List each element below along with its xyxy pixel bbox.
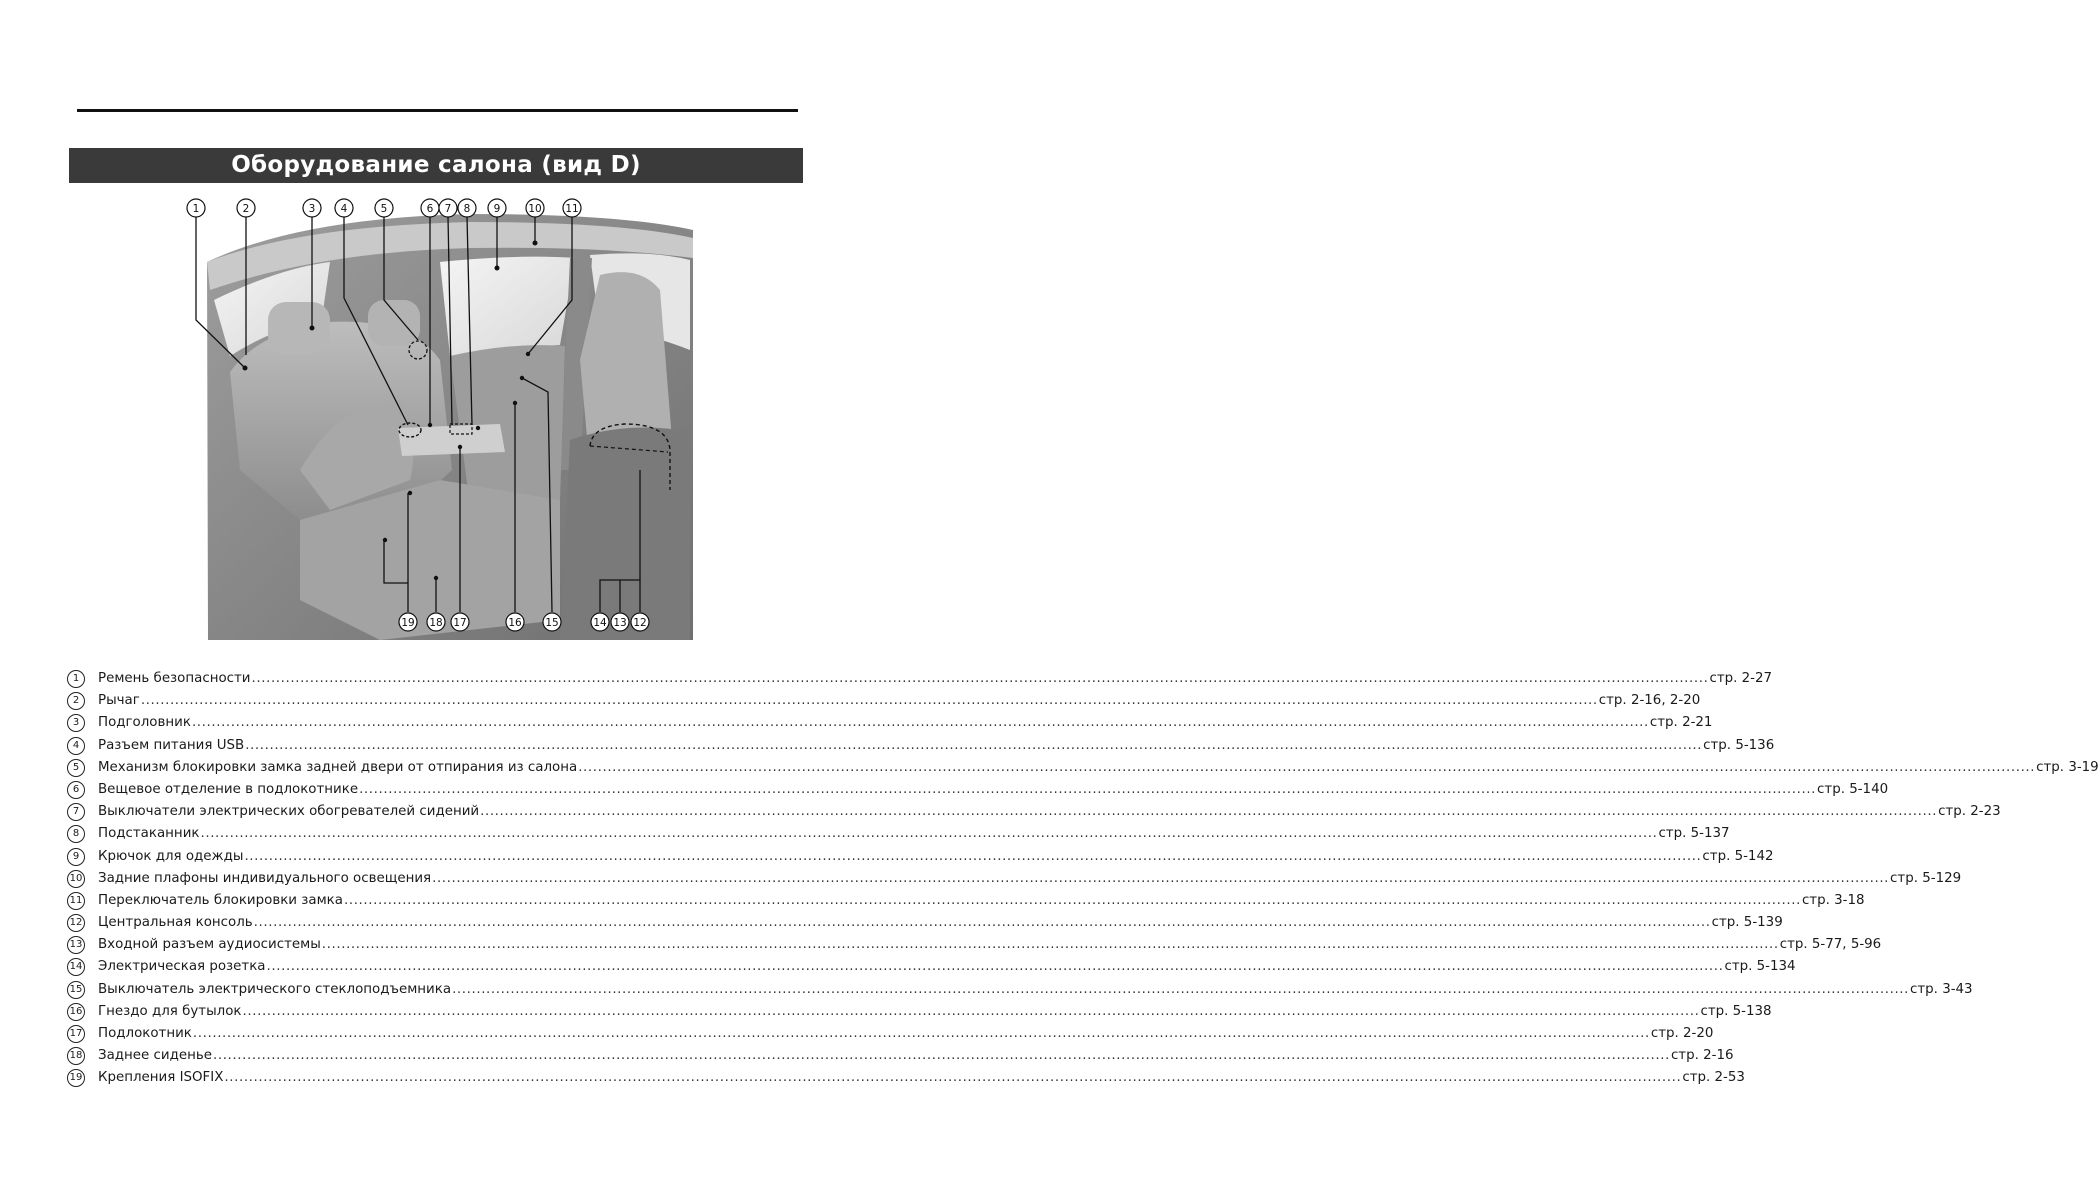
callout-6	[421, 199, 439, 217]
legend-label: Входной разъем аудиосистемы	[98, 937, 321, 953]
legend-label: Разъем питания USB	[98, 737, 245, 753]
page-reference[interactable]: стр. 5-140	[1817, 781, 1889, 797]
legend-number: 19	[67, 1069, 85, 1087]
callout-16	[506, 613, 524, 631]
leader-dots: ............................................................................................................................................................................................................................................................................................................	[578, 759, 2036, 775]
legend-label: Центральная консоль	[98, 915, 253, 931]
legend-number: 6	[67, 781, 85, 799]
callout-15	[543, 613, 561, 631]
legend-label: Ремень безопасности	[98, 671, 251, 686]
callout-9	[488, 199, 506, 217]
callout-3	[303, 199, 321, 217]
svg-text:2: 2	[242, 203, 250, 215]
legend-label: Задние плафоны индивидуального освещения	[98, 870, 432, 886]
page-reference[interactable]: стр. 5-142	[1702, 848, 1774, 864]
legend-item-12	[67, 915, 1783, 937]
page-reference[interactable]: стр. 2-53	[1682, 1070, 1745, 1086]
svg-text:8: 8	[463, 203, 471, 215]
page-reference[interactable]: стр. 5-139	[1711, 915, 1783, 931]
armrest	[398, 424, 505, 456]
svg-text:4: 4	[340, 203, 348, 215]
legend-item-19	[67, 1070, 1745, 1092]
svg-text:17: 17	[453, 617, 467, 629]
leader-dots: ............................................................................................................................................................................................................................................................................................................	[253, 915, 1711, 931]
svg-text:10: 10	[528, 203, 542, 215]
legend-item-6	[67, 781, 1889, 804]
legend-number: 13	[67, 936, 85, 954]
leader-dots: ............................................................................................................................................................................................................................................................................................................	[191, 715, 1649, 731]
callout-19	[399, 613, 417, 631]
page-reference[interactable]: стр. 2-20	[1650, 1026, 1714, 1041]
svg-text:12: 12	[633, 617, 647, 629]
legend-number: 9	[67, 848, 85, 866]
callout-17	[451, 613, 469, 631]
svg-text:15: 15	[545, 617, 559, 629]
leader-dots: ............................................................................................................................................................................................................................................................................................................	[212, 1048, 1670, 1064]
callout-11	[563, 199, 581, 217]
legend-number: 17	[67, 1025, 85, 1043]
legend-number: 4	[67, 737, 85, 755]
legend-item-5	[67, 759, 2099, 782]
legend-number: 14	[67, 958, 85, 976]
svg-text:11: 11	[565, 203, 579, 215]
callout-18	[427, 613, 445, 631]
page-reference[interactable]: стр. 2-27	[1709, 671, 1773, 686]
headrest-right	[368, 300, 420, 346]
legend-item-11	[67, 892, 1865, 915]
legend-label: Вещевое отделение в подлокотнике	[98, 781, 359, 797]
page-reference[interactable]: стр. 5-77, 5-96	[1779, 937, 1882, 953]
interior-diagram	[0, 0, 841, 660]
callout-8	[458, 199, 476, 217]
legend-item-9	[67, 848, 1774, 871]
leader-dots: ............................................................................................................................................................................................................................................................................................................	[192, 1026, 1650, 1041]
legend-item-16	[67, 1003, 1772, 1026]
legend-number: 12	[67, 914, 85, 932]
leader-dots: ............................................................................................................................................................................................................................................................................................................	[200, 826, 1658, 842]
page-reference[interactable]: стр. 3-19	[2036, 759, 2099, 775]
svg-text:19: 19	[401, 617, 415, 629]
svg-text:9: 9	[493, 203, 501, 215]
svg-text:16: 16	[508, 617, 522, 629]
legend-item-2	[67, 693, 1701, 715]
legend-number: 1	[67, 670, 85, 688]
legend-item-1	[67, 671, 1773, 693]
legend-label: Выключатели электрических обогревателей сидений	[98, 804, 480, 820]
page-reference[interactable]: стр. 5-129	[1890, 870, 1962, 886]
legend-list	[67, 671, 2099, 1093]
callout-12	[631, 613, 649, 631]
legend-number: 18	[67, 1047, 85, 1065]
legend-label: Крепления ISOFIX	[98, 1070, 224, 1086]
page-reference[interactable]: стр. 2-16, 2-20	[1598, 693, 1701, 709]
cabin-illustration	[207, 214, 693, 640]
legend-number: 10	[67, 870, 85, 888]
legend-label: Выключатель электрического стеклоподъемника	[98, 981, 452, 997]
leader-dots: ............................................................................................................................................................................................................................................................................................................	[432, 870, 1890, 886]
legend-item-15	[67, 981, 1973, 1004]
callout-4	[335, 199, 353, 217]
legend-label: Электрическая розетка	[98, 959, 266, 975]
legend-number: 11	[67, 892, 85, 910]
legend-label: Рычаг	[98, 693, 140, 709]
legend-item-10	[67, 870, 1962, 893]
leader-dots: ............................................................................................................................................................................................................................................................................................................	[245, 737, 1703, 753]
legend-label: Механизм блокировки замка задней двери от отпирания из салона	[98, 759, 578, 775]
legend-label: Подстаканник	[98, 826, 200, 842]
leader-dots: ............................................................................................................................................................................................................................................................................................................	[251, 671, 1709, 686]
page-reference[interactable]: стр. 3-43	[1910, 981, 1973, 997]
leader-dots: ............................................................................................................................................................................................................................................................................................................	[452, 981, 1910, 997]
legend-number: 8	[67, 825, 85, 843]
leader-dots: ............................................................................................................................................................................................................................................................................................................	[321, 937, 1779, 953]
page-reference[interactable]: стр. 5-137	[1658, 826, 1730, 842]
legend-number: 3	[67, 714, 85, 732]
callout-10	[526, 199, 544, 217]
leader-dots: ............................................................................................................................................................................................................................................................................................................	[343, 892, 1801, 908]
headrest-left	[268, 302, 330, 354]
legend-label: Переключатель блокировки замка	[98, 892, 343, 908]
svg-text:7: 7	[444, 203, 452, 215]
legend-number: 15	[67, 981, 85, 999]
legend-label: Подголовник	[98, 715, 191, 731]
legend-label: Крючок для одежды	[98, 848, 244, 864]
page-reference[interactable]: стр. 2-21	[1649, 715, 1713, 731]
svg-text:3: 3	[308, 203, 316, 215]
callout-13	[611, 613, 629, 631]
page-reference[interactable]: стр. 2-16	[1670, 1048, 1734, 1064]
page-reference[interactable]: стр. 5-138	[1700, 1003, 1772, 1019]
legend-label: Заднее сиденье	[98, 1048, 212, 1064]
legend-item-14	[67, 959, 1796, 981]
callout-7	[439, 199, 457, 217]
leader-dots: ............................................................................................................................................................................................................................................................................................................	[140, 693, 1598, 709]
legend-number: 16	[67, 1003, 85, 1021]
legend-number: 7	[67, 803, 85, 821]
callout-1	[187, 199, 205, 217]
svg-text:13: 13	[613, 617, 627, 629]
page-reference[interactable]: стр. 5-134	[1724, 959, 1796, 975]
legend-label: Гнездо для бутылок	[98, 1003, 242, 1019]
leader-dots: ............................................................................................................................................................................................................................................................................................................	[242, 1003, 1700, 1019]
svg-text:5: 5	[380, 203, 388, 215]
callout-5	[375, 199, 393, 217]
page-reference[interactable]: стр. 5-136	[1703, 737, 1775, 753]
leader-dots: ............................................................................................................................................................................................................................................................................................................	[359, 781, 1817, 797]
legend-number: 5	[67, 759, 85, 777]
svg-text:14: 14	[593, 617, 607, 629]
legend-item-4	[67, 737, 1775, 760]
callout-2	[237, 199, 255, 217]
legend-item-3	[67, 715, 1713, 737]
section-title: Оборудование салона (вид D)	[69, 148, 803, 183]
callout-14	[591, 613, 609, 631]
leader-dots: ............................................................................................................................................................................................................................................................................................................	[244, 848, 1702, 864]
legend-label: Подлокотник	[98, 1026, 192, 1041]
legend-item-17	[67, 1026, 1714, 1048]
legend-item-7	[67, 804, 2001, 826]
legend-item-8	[67, 826, 1730, 848]
svg-text:1: 1	[192, 203, 200, 215]
leader-dots: ............................................................................................................................................................................................................................................................................................................	[266, 959, 1724, 975]
svg-text:18: 18	[429, 617, 443, 629]
leader-dots: ............................................................................................................................................................................................................................................................................................................	[224, 1070, 1682, 1086]
legend-item-18	[67, 1048, 1734, 1070]
legend-item-13	[67, 937, 1882, 959]
page-reference[interactable]: стр. 2-23	[1938, 804, 2001, 820]
side-window	[440, 257, 575, 356]
leader-dots: ............................................................................................................................................................................................................................................................................................................	[480, 804, 1938, 820]
legend-number: 2	[67, 692, 85, 710]
page-reference[interactable]: стр. 3-18	[1801, 892, 1865, 908]
svg-text:6: 6	[426, 203, 434, 215]
